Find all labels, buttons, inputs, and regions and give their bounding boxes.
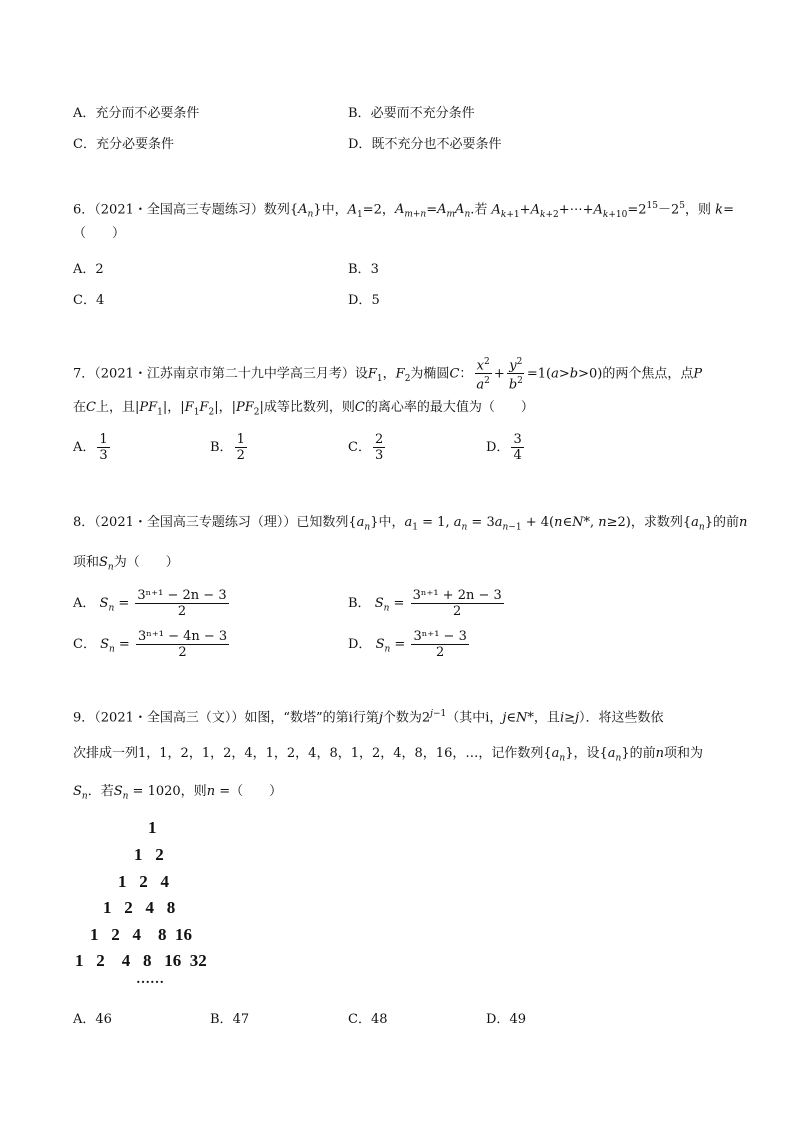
- q9-option-c: C．48: [348, 1012, 388, 1027]
- q9-option-a: A．46: [73, 1012, 112, 1027]
- q6-option-b: B．3: [348, 262, 379, 277]
- tower-row-1: 1: [148, 818, 157, 837]
- q5-option-b: B．必要而不充分条件: [348, 106, 475, 121]
- q5-option-d: D．既不充分也不必要条件: [348, 137, 502, 152]
- q6-stem: 6．（2021・全国高三专题练习）数列$\{A_n\}$中，$A_1=2$，$A_{m+n}=A_mA_n$.若 $A_{k+1}+A_{k+2}+\cdots+A_{k+10}=2^{15}-2^5$，则 k=: [73, 201, 734, 220]
- tower-row-5: 1 2 4 8 16: [90, 925, 192, 944]
- tower-row-6: 1 2 4 8 16 32: [75, 951, 207, 970]
- q7-option-a: A． $\frac{1}{3}$: [73, 432, 108, 463]
- q6-option-c: C．4: [73, 293, 105, 308]
- q6-option-a: A．2: [73, 262, 104, 277]
- tower-row-4: 1 2 4 8: [103, 898, 176, 917]
- q8-option-b: B． $S_n$ = $\frac{\text{3ⁿ⁺¹ + 2n − 3}}{2}$: [348, 588, 502, 619]
- q8-stem: 8．（2021・全国高三专题练习（理））已知数列$\{a_n\}$中，$a_1 = 1$, $a_n = 3a_{n-1}$ + 4(n∈N*, n≥2)，求数列$\{a_n\}$的前n: [73, 515, 748, 533]
- q8-stem-line2: 项和$S_n$为（ ）: [73, 555, 179, 573]
- q7-stem-line2: 在C上，且$|PF_1|$，$|F_1F_2|$，$|PF_2|$成等比数列，则C的离心率的最大值为（ ）: [73, 400, 534, 418]
- tower-row-3: 1 2 4: [118, 872, 169, 891]
- q6-stem-line2: （ ）: [73, 226, 126, 241]
- tower-ellipsis: ……: [136, 972, 164, 987]
- q9-stem-line3: $S_n$．若$S_n = 1020$，则n =（ ）: [73, 784, 283, 802]
- q5-option-c: C．充分必要条件: [73, 137, 174, 152]
- q8-option-a: A． $S_n$ = $\frac{\text{3ⁿ⁺¹ − 2n − 3}}{2}$: [73, 588, 227, 619]
- q7-stem: 7．（2021・江苏南京市第二十九中学高三月考）设$F_1$，$F_2$为椭圆C： $\frac{x^2}{a^2}$ + $\frac{y^2}{b^2}$ =1(a>b>0)的两个焦点，点P: [73, 357, 703, 393]
- q9-option-d: D．49: [486, 1012, 526, 1027]
- q9-stem-line2: 次排成一列1，1，2，1，2，4，1，2，4，8，1，2，4，8，16，…，记作数列$\{a_n\}$，设$\{a_n\}$的前n项和为: [73, 746, 704, 764]
- tower-row-2: 1 2: [134, 845, 164, 864]
- q5-option-a: A．充分而不必要条件: [73, 106, 200, 121]
- q6-option-d: D．5: [348, 293, 380, 308]
- q9-option-b: B．47: [210, 1012, 250, 1027]
- q7-option-c: C． $\frac{2}{3}$: [348, 432, 384, 463]
- q8-option-c: C． $S_n$ = $\frac{\text{3ⁿ⁺¹ − 4n − 3}}{2}$: [73, 629, 228, 660]
- q8-option-d: D． $S_n$ = $\frac{\text{3ⁿ⁺¹ − 3}}{2}$: [348, 629, 467, 660]
- q7-option-b: B． $\frac{1}{2}$: [210, 432, 245, 463]
- q7-option-d: D． $\frac{3}{4}$: [486, 432, 522, 463]
- q9-stem: 9．（2021・全国高三（文））如图，“数塔”的第i行第j个数为$2^{j-1}$（其中i，j∈N*，且i≥j）．将这些数依: [73, 709, 664, 726]
